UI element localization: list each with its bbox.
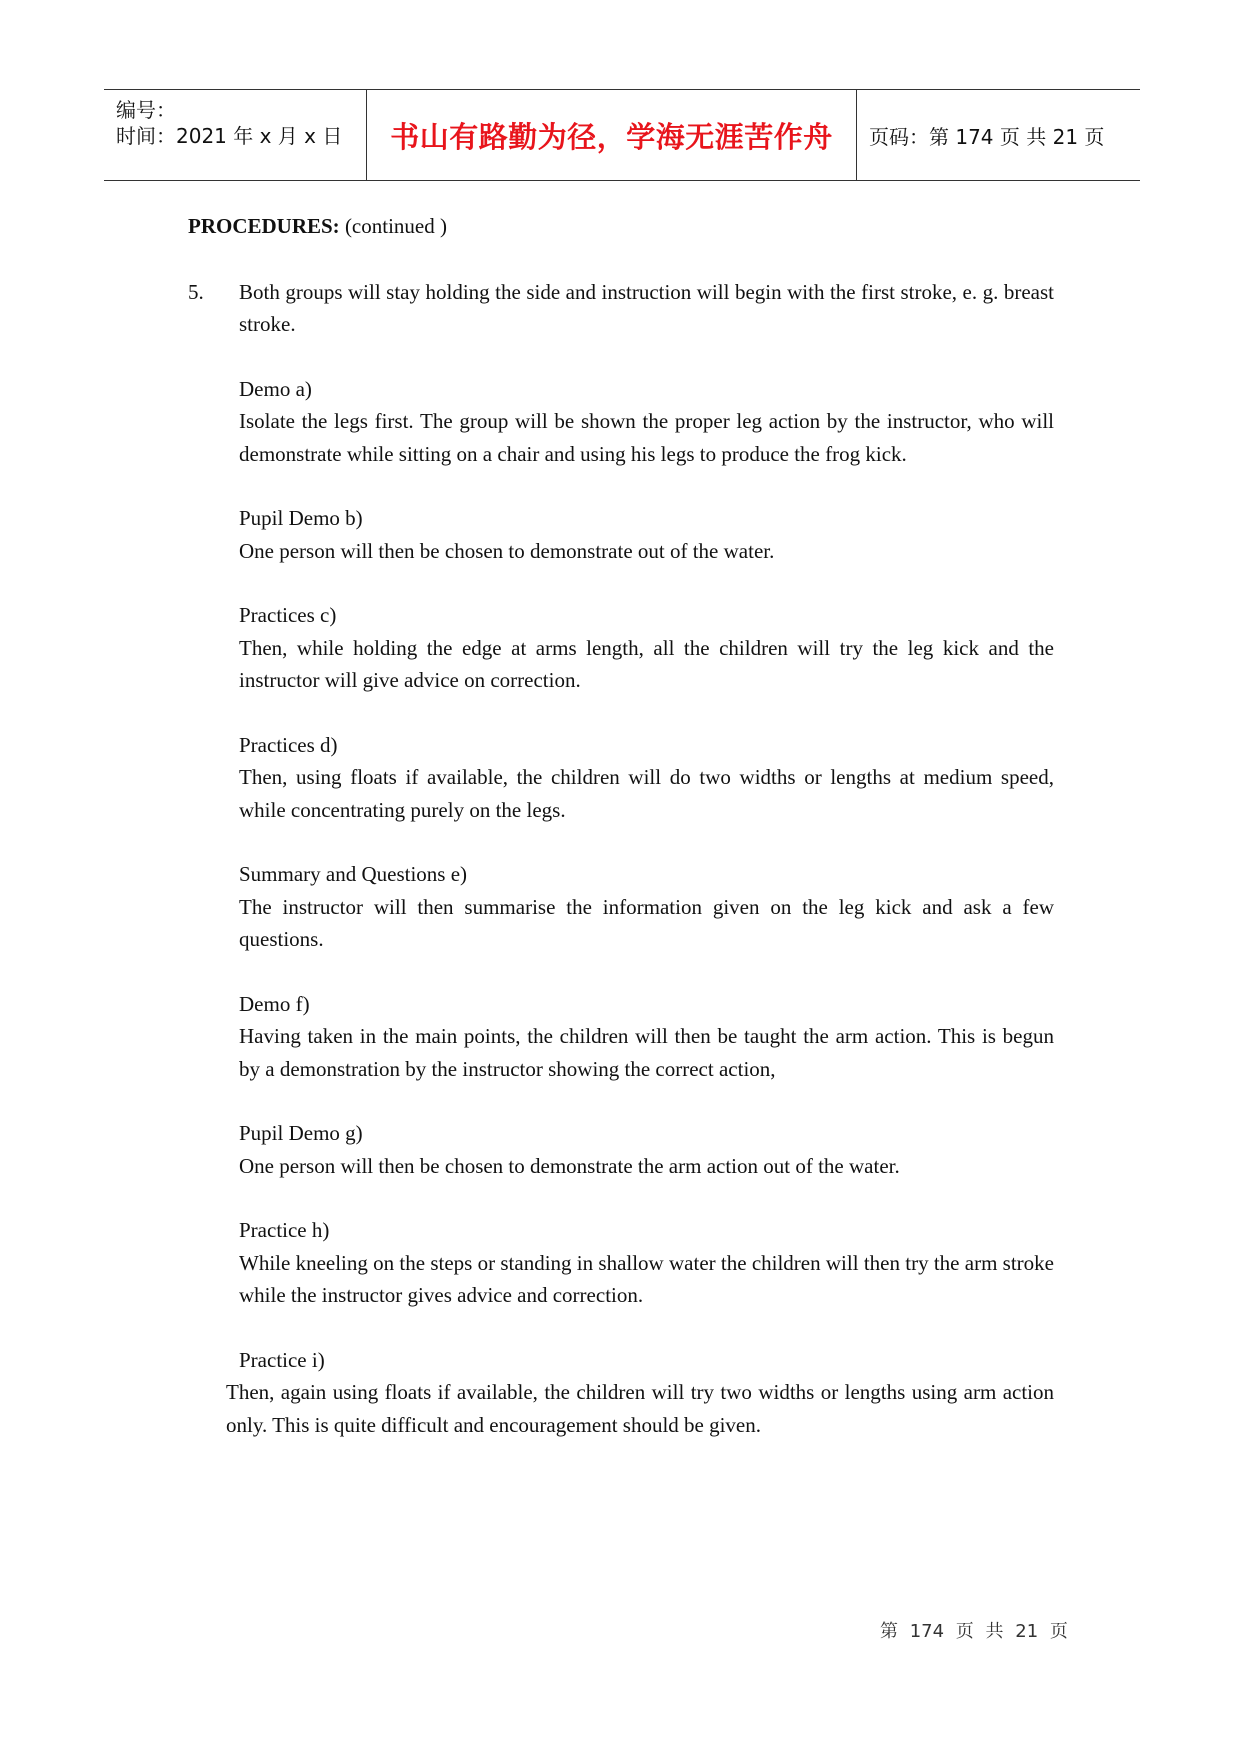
step-title: Practice i): [239, 1347, 325, 1372]
item-number: 5.: [188, 279, 204, 304]
step-body: One person will then be chosen to demonstrate the arm action out of the water.: [239, 1153, 900, 1178]
step-title: Demo f): [239, 991, 310, 1016]
step-section: [226, 1344, 1054, 1442]
step-title: Pupil Demo b): [239, 506, 363, 530]
step-body: Isolate the legs first. The group will be shown the proper leg action by the instructor, who will demonstrate while sitting on a chair and using his legs to produce the frog kick.: [239, 409, 1054, 466]
step-section: [239, 373, 1054, 471]
step-body: Then, while holding the edge at arms length, all the children will try the leg kick and the instructor will give advice on correction.: [239, 635, 1054, 692]
step-section: [239, 988, 1054, 1086]
page-footer: 第 174 页 共 21 页: [880, 1621, 1068, 1642]
step-section: [239, 858, 1054, 956]
header-motto: 书山有路勤为径，学海无涯苦作舟: [390, 119, 833, 154]
step-section: [239, 502, 1054, 567]
header-page-info: 页码：第 174 页 共 21 页: [869, 124, 1105, 149]
header-meta-cell: [104, 90, 367, 180]
page-header: [104, 89, 1140, 181]
step-body: Having taken in the main points, the children will then be taught the arm action. This is begun by a demonstration by the instructor showing the correct action,: [239, 1024, 1054, 1081]
step-section: [239, 1214, 1054, 1312]
document-date: 时间：2021 年 x 月 x 日: [116, 124, 343, 148]
step-body: Then, using floats if available, the children will do two widths or lengths at medium speed, while concentrating purely on the legs.: [239, 765, 1054, 822]
step-title: Practices c): [239, 603, 337, 627]
step-title: Practices d): [239, 732, 338, 757]
heading-rest: (continued ): [339, 214, 447, 238]
step-title: Pupil Demo g): [239, 1121, 363, 1145]
step-body: Then, again using floats if available, the children will try two widths or lengths using arm action only. This is quite difficult and encouragement should be given.: [226, 1380, 1054, 1437]
step-section: [239, 1117, 1054, 1182]
document-number-label: 编号：: [116, 98, 176, 122]
step-title: Practice h): [239, 1218, 330, 1242]
step-section: [239, 729, 1054, 827]
header-motto-cell: [367, 90, 857, 180]
step-body: The instructor will then summarise the information given on the leg kick and ask a few questions.: [239, 894, 1054, 951]
section-heading: [188, 210, 1054, 243]
step-title: Summary and Questions e): [239, 862, 468, 886]
procedure-item: [188, 276, 1054, 1442]
step-section: [239, 599, 1054, 697]
document-body: [188, 210, 1054, 1441]
step-body: One person will then be chosen to demonstrate out of the water.: [239, 538, 775, 563]
item-text: Both groups will stay holding the side and instruction will begin with the first stroke, e. g. breast stroke.: [239, 279, 1054, 336]
step-title: Demo a): [239, 376, 312, 401]
step-body: While kneeling on the steps or standing in shallow water the children will then try the arm stroke while the instructor gives advice and correction.: [239, 1250, 1054, 1307]
heading-bold: PROCEDURES:: [188, 214, 340, 238]
